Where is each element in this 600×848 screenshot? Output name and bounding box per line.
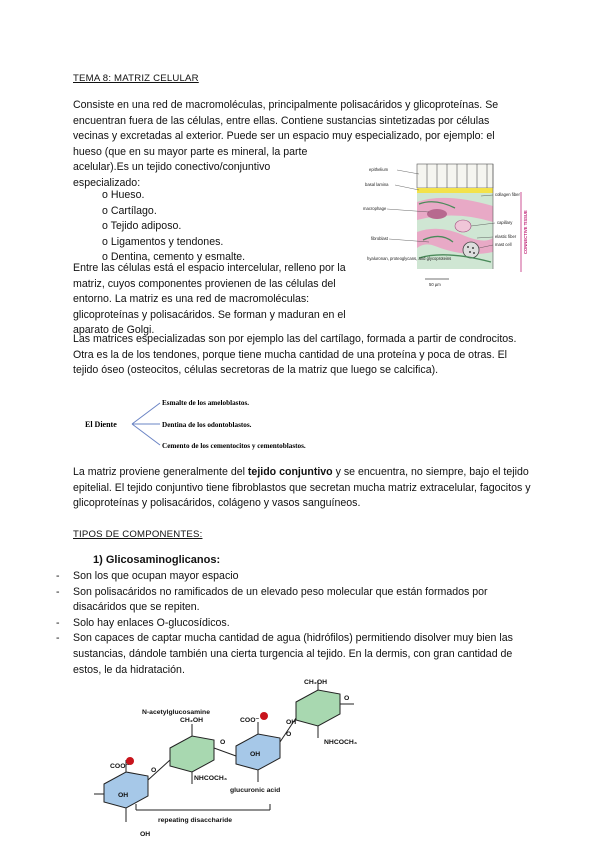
specialized-list bbox=[102, 188, 245, 266]
intro-line: especializado: bbox=[73, 176, 141, 189]
bullet-item: - Son los que ocupan mayor espacio bbox=[56, 569, 536, 585]
molecule-label: O bbox=[151, 767, 157, 774]
molecule-label: N-acetylglucosamine bbox=[142, 709, 210, 716]
molecule-label: glucuronic acid bbox=[230, 787, 281, 794]
bold-term: tejido conjuntivo bbox=[247, 466, 333, 478]
molecule-label: repeating disaccharide bbox=[158, 817, 233, 824]
intro-line: acelular).Es un tejido conectivo/conjuntivo bbox=[73, 161, 271, 174]
molecule-label: COO⁻ bbox=[240, 717, 260, 724]
glycosaminoglycan-figure bbox=[90, 676, 390, 838]
scale-label: 50 µm bbox=[429, 282, 441, 287]
tooth-branch: Dentina de los odontoblastos. bbox=[162, 421, 252, 429]
molecule-label: CH₂OH bbox=[304, 679, 328, 686]
tissue-label: collagen fiber bbox=[495, 192, 520, 197]
gag-bullets bbox=[56, 569, 536, 678]
molecule-label: OH bbox=[118, 792, 129, 799]
tissue-label: mast cell bbox=[495, 242, 512, 247]
intro-line: vecinas y excretadas al exterior. Puede ser un espacio muy especializado, por ejemplo: el bbox=[73, 130, 495, 143]
paragraph-specialized-matrices: Las matrices especializadas son por ejemplo las del cartílago, formada a partir de condrocitos. Otra es la de los tendones, porque tiene mucha cantidad de una proteína y poca de otras. El tejido óseo (osteocitos, células secretoras de la matriz que luego se calcifica). bbox=[73, 333, 517, 377]
tissue-label: elastic fiber bbox=[495, 234, 517, 239]
bullet-item: - Son capaces de captar mucha cantidad de agua (hidrófilos) permitiendo disolver muy bien las sustancias, dándole también una cierta turgencia al tejido. En la dermis, con gran cantidad de estos, le da hidratación. bbox=[56, 631, 536, 678]
text-span: La matriz proviene generalmente del bbox=[73, 466, 248, 478]
tissue-label: hyaluronan, proteoglycans, and glycoproteins bbox=[367, 256, 452, 261]
molecule-label: CH₂OH bbox=[180, 717, 204, 724]
side-label: CONNECTIVE TISSUE bbox=[523, 210, 528, 254]
paragraph-connective-origin bbox=[73, 465, 533, 512]
list-item: o Cartílago. bbox=[102, 204, 245, 220]
molecule-label: OH bbox=[250, 751, 261, 758]
text-span: y se encuentra, no siempre, bajo el tejido epitelial. El tejido conjuntivo tiene fibroblastos que secretan mucha matriz extracelular, fagocitos y glicoproteínas y polisacáridos, colágeno y vasos sanguíneos. bbox=[73, 466, 531, 510]
paragraph-intercellular: Entre las células está el espacio intercelular, relleno por la matriz, cuyos componentes provienen de las células del entorno. La matriz es una red de macromoléculas: glicoproteínas y polisacáridos. Se forman y maduran en el aparato de Golgi. bbox=[73, 262, 346, 337]
molecule-label: O bbox=[286, 731, 292, 738]
tooth-branch: Cemento de los cementocitos y cementoblastos. bbox=[162, 442, 306, 450]
list-item: o Tejido adiposo. bbox=[102, 219, 245, 235]
intro-line: encuentran fuera de las células, entre ellas. Contiene sustancias sintetizadas por células bbox=[73, 114, 490, 127]
tooth-diagram bbox=[82, 393, 312, 453]
list-item: o Hueso. bbox=[102, 188, 245, 204]
molecule-label: NHCOCH₃ bbox=[324, 739, 357, 746]
section-heading: 1) Glicosaminoglicanos: bbox=[93, 554, 221, 566]
section-title: TIPOS DE COMPONENTES: bbox=[73, 529, 203, 540]
list-item: o Ligamentos y tendones. bbox=[102, 235, 245, 251]
intro-line: Consiste en una red de macromoléculas, principalmente polisacáridos y glicoproteínas. Se bbox=[73, 99, 499, 111]
tissue-label: fibroblast bbox=[371, 236, 388, 241]
molecule-label: COO⁻ bbox=[110, 763, 130, 770]
tissue-label: macrophage bbox=[363, 206, 387, 211]
molecule-label: O bbox=[344, 695, 350, 702]
list-item: o Dentina, cemento y esmalte. bbox=[102, 250, 245, 266]
tooth-root-label: El Diente bbox=[85, 420, 117, 429]
tissue-label: epithelium bbox=[369, 167, 389, 172]
intro-line: hueso (que en su mayor parte es mineral, la parte bbox=[73, 145, 308, 158]
molecule-label: OH bbox=[286, 719, 297, 726]
molecule-label: O bbox=[220, 739, 226, 746]
tooth-branch: Esmalte de los ameloblastos. bbox=[162, 399, 250, 407]
tissue-label: capillary bbox=[497, 220, 513, 225]
tissue-label: basal lamina bbox=[365, 182, 389, 187]
page-title: TEMA 8: MATRIZ CELULAR bbox=[73, 73, 199, 84]
bullet-item: - Son polisacáridos no ramificados de un elevado peso molecular que están formados por disacáridos que se repiten. bbox=[56, 585, 536, 616]
molecule-label: NHCOCH₃ bbox=[194, 775, 227, 782]
connective-tissue-figure bbox=[345, 162, 535, 290]
molecule-label: OH bbox=[140, 831, 151, 838]
bullet-item: - Solo hay enlaces O-glucosídicos. bbox=[56, 616, 536, 632]
